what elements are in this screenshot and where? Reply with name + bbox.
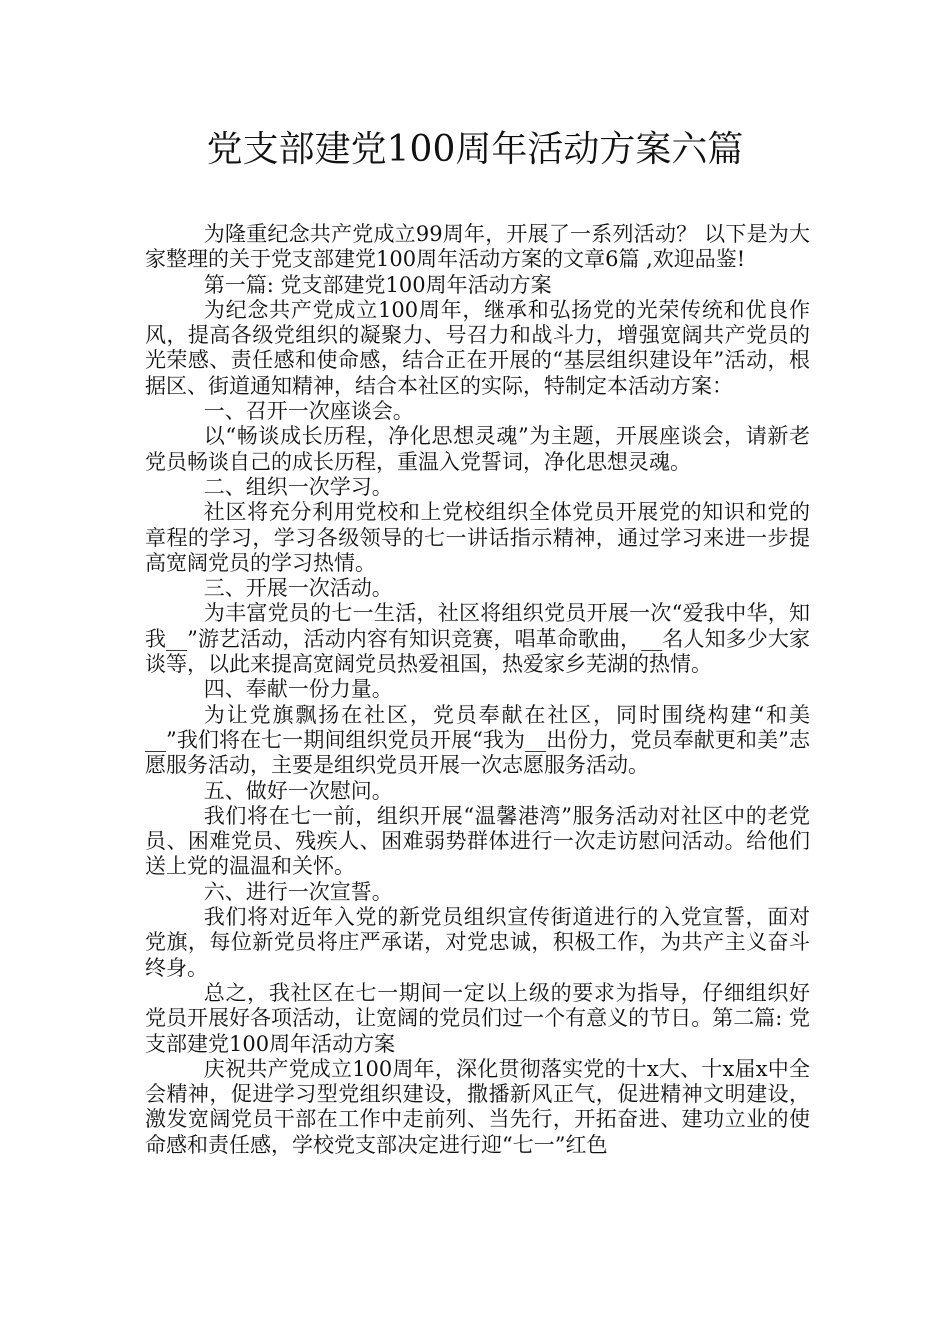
body-paragraph: 为让党旗飘扬在社区，党员奉献在社区，同时围绕构建“和美__”我们将在七一期间组织党员开展“我为__出份力，党员奉献更和美”志愿服务活动，主要是组织党员开展一次志愿服务活动。 — [145, 702, 810, 778]
body-paragraph: 总之，我社区在七一期间一定以上级的要求为指导，仔细组织好党员开展好各项活动，让宽阔的党员们过一个有意义的节日。第二篇: 党支部建党100周年活动方案 — [145, 980, 810, 1056]
body-paragraph: 为纪念共产党成立100周年，继承和弘扬党的光荣传统和优良作风，提高各级党组织的凝聚力、号召力和战斗力，增强宽阔共产党员的光荣感、责任感和使命感，结合正在开展的“基层组织建设年”活动，根据区、街道通知精神，结合本社区的实际，特制定本活动方案： — [145, 297, 810, 398]
document-body — [145, 222, 810, 1158]
body-paragraph: 我们将在七一前，组织开展“温馨港湾”服务活动对社区中的老党员、困难党员、残疾人、困难弱势群体进行一次走访慰问活动。给他们送上党的温温和关怀。 — [145, 803, 810, 879]
body-paragraph: 为丰富党员的七一生活，社区将组织党员开展一次“爱我中华，知我__”游艺活动，活动内容有知识竞赛，唱革命歌曲，__名人知多少大家谈等，以此来提高宽阔党员热爱祖国，热爱家乡芜湖的热情。 — [145, 601, 810, 677]
item-heading: 二、组织一次学习。 — [203, 474, 393, 499]
body-paragraph: 以“畅谈成长历程，净化思想灵魂”为主题，开展座谈会，请新老党员畅谈自己的成长历程，重温入党誓词，净化思想灵魂。 — [145, 424, 810, 474]
item-heading: 四、奉献一份力量。 — [203, 677, 393, 702]
body-paragraph: 社区将充分利用党校和上党校组织全体党员开展党的知识和党的章程的学习，学习各级领导的七一讲话指示精神，通过学习来进一步提高宽阔党员的学习热情。 — [145, 500, 810, 575]
intro-paragraph: 为隆重纪念共产党成立99周年，开展了一系列活动？ 以下是为大家整理的关于党支部建党100周年活动方案的文章6篇 ,欢迎品鉴! — [145, 222, 810, 272]
body-paragraph: 我们将对近年入党的新党员组织宣传街道进行的入党宣誓，面对党旗，每位新党员将庄严承诺，对党忠诚，积极工作，为共产主义奋斗终身。 — [145, 905, 810, 980]
item-heading: 三、开展一次活动。 — [203, 576, 393, 601]
section-heading: 第一篇: 党支部建党100周年活动方案 — [203, 272, 552, 297]
item-heading: 一、召开一次座谈会。 — [203, 399, 414, 424]
item-heading: 五、做好一次慰问。 — [203, 778, 393, 803]
item-heading: 六、进行一次宣誓。 — [203, 879, 393, 904]
body-paragraph: 庆祝共产党成立100周年，深化贯彻落实党的十x大、十x届x中全会精神，促进学习型党组织建设，撒播新风正气，促进精神文明建设，激发宽阔党员干部在工作中走前列、当先行，开拓奋进、建功立业的使命感和责任感，学校党支部决定进行迎“七一”红色 — [145, 1056, 810, 1157]
document-title: 党支部建党100周年活动方案六篇 — [206, 129, 744, 170]
